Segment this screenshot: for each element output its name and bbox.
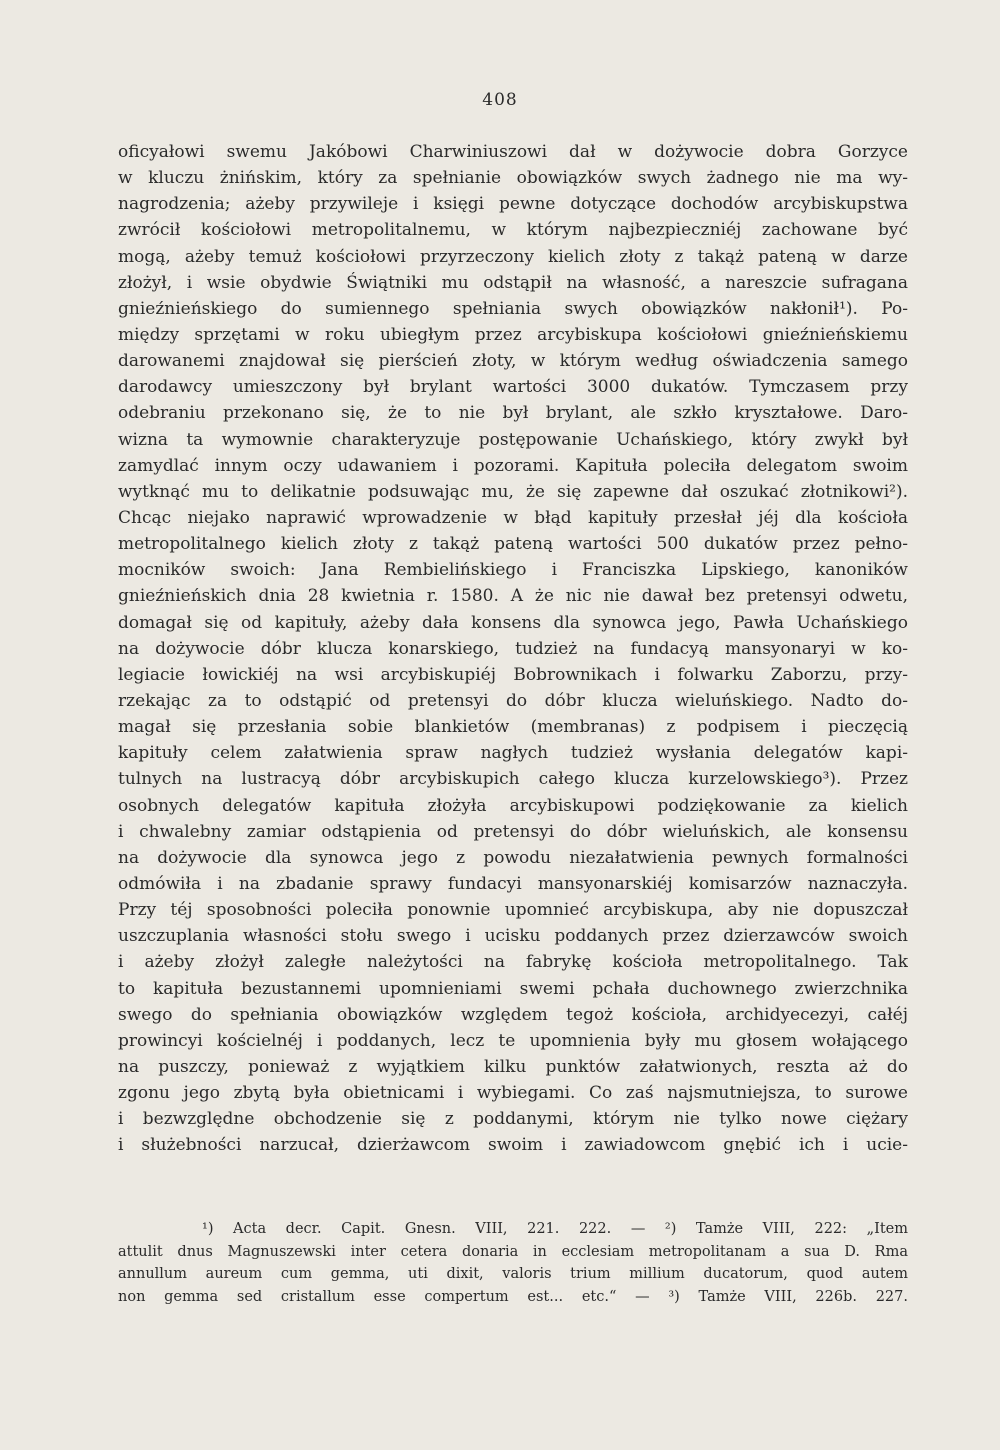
- text-line: gnieźnieńskiego do sumiennego spełniania swych obowiązków nakłonił¹). Po-: [118, 298, 908, 319]
- text-line: rzekając za to odstąpić od pretensyi do dóbr klucza wieluńskiego. Nadto do-: [118, 690, 908, 711]
- text-line: wizna ta wymownie charakteryzuje postępowanie Uchańskiego, który zwykł był: [118, 429, 908, 450]
- text-line: i służebności narzucał, dzierżawcom swoim i zawiadowcom gnębić ich i ucie-: [118, 1135, 908, 1156]
- text-line: magał się przesłania sobie blankietów (membranas) z podpisem i pieczęcią: [118, 717, 908, 738]
- text-line: nagrodzenia; ażeby przywileje i księgi pewne dotyczące dochodów arcybiskupstwa: [118, 194, 908, 215]
- footnote-line: non gemma sed cristallum esse compertum est... etc.“ — ³) Tamże VIII, 226b. 227.: [118, 1288, 908, 1305]
- footnotes: [118, 1218, 908, 1308]
- text-line: mogą, ażeby temuż kościołowi przyrzeczony kielich złoty z takąż pateną w darze: [118, 246, 908, 267]
- text-line: Przy téj sposobności poleciła ponownie upomnieć arcybiskupa, aby nie dopuszczał: [118, 900, 908, 921]
- text-line: to kapituła bezustannemi upomnieniami swemi pchała duchownego zwierzchnika: [118, 978, 908, 999]
- text-line: złożył, i wsie obydwie Świątniki mu odstąpił na własność, a nareszcie sufragana: [118, 272, 908, 293]
- footnote-line: annullum aureum cum gemma, uti dixit, valoris trium millium ducatorum, quod autem: [118, 1266, 908, 1282]
- text-line: osobnych delegatów kapituła złożyła arcybiskupowi podziękowanie za kielich: [118, 795, 908, 816]
- text-line: swego do spełniania obowiązków względem tegoż kościoła, archidyecezyi, całéj: [118, 1004, 908, 1025]
- footnote-line: attulit dnus Magnuszewski inter cetera donaria in ecclesiam metropolitanam a sua D. Rma: [118, 1243, 908, 1260]
- text-line: na dożywocie dóbr klucza konarskiego, tudzież na fundacyą mansyonaryi w ko-: [118, 638, 908, 659]
- text-line: darowanemi znajdował się pierścień złoty, w którym według oświadczenia samego: [118, 351, 908, 372]
- text-line: odebraniu przekonano się, że to nie był brylant, ale szkło kryształowe. Daro-: [118, 403, 908, 424]
- text-line: i ażeby złożył zaległe należytości na fabrykę kościoła metropolitalnego. Tak: [118, 952, 908, 973]
- text-line: uszczuplania własności stołu swego i ucisku poddanych przez dzierzawców swoich: [118, 926, 908, 947]
- text-line: kapituły celem załatwienia spraw nagłych tudzież wysłania delegatów kapi-: [118, 743, 908, 764]
- text-line: zwrócił kościołowi metropolitalnemu, w którym najbezpieczniéj zachowane być: [118, 220, 908, 241]
- text-line: prowincyi kościelnéj i poddanych, lecz te upomnienia były mu głosem wołającego: [118, 1030, 908, 1051]
- text-line: na puszczy, ponieważ z wyjątkiem kilku punktów załatwionych, reszta aż do: [118, 1056, 908, 1077]
- footnote-line: ¹) Acta decr. Capit. Gnesn. VIII, 221. 222. — ²) Tamże VIII, 222: „Item: [202, 1221, 908, 1237]
- text-line: między sprzętami w roku ubiegłym przez arcybiskupa kościołowi gnieźnieńskiemu: [118, 324, 908, 345]
- text-line: mocników swoich: Jana Rembielińskiego i Franciszka Lipskiego, kanoników: [118, 560, 908, 581]
- text-line: w kluczu żnińskim, który za spełnianie obowiązków swych żadnego nie ma wy-: [118, 168, 908, 189]
- text-line: darodawcy umieszczony był brylant wartości 3000 dukatów. Tymczasem przy: [118, 377, 908, 398]
- text-line: oficyałowi swemu Jakóbowi Charwiniuszowi dał w dożywocie dobra Gorzyce: [118, 142, 908, 162]
- body-text: [118, 139, 908, 1158]
- text-line: metropolitalnego kielich złoty z takąż pateną wartości 500 dukatów przez pełno-: [118, 534, 908, 555]
- text-line: odmówiła i na zbadanie sprawy fundacyi mansyonarskiéj komisarzów naznaczyła.: [118, 873, 908, 894]
- text-line: tulnych na lustracyą dóbr arcybiskupich całego klucza kurzelowskiego³). Przez: [118, 769, 908, 790]
- text-line: zgonu jego zbytą była obietnicami i wybiegami. Co zaś najsmutniejsza, to surowe: [118, 1083, 908, 1104]
- text-line: zamydlać innym oczy udawaniem i pozorami. Kapituła poleciła delegatom swoim: [118, 455, 908, 476]
- text-line: legiacie łowickiéj na wsi arcybiskupiéj Bobrownikach i folwarku Zaborzu, przy-: [118, 664, 908, 685]
- page-number: 408: [482, 90, 518, 110]
- text-line: gnieźnieńskich dnia 28 kwietnia r. 1580. A że nic nie dawał bez pretensyi odwetu,: [118, 586, 908, 607]
- text-line: Chcąc niejako naprawić wprowadzenie w błąd kapituły przesłał jéj dla kościoła: [118, 507, 908, 528]
- text-line: i bezwzględne obchodzenie się z poddanymi, którym nie tylko nowe ciężary: [118, 1109, 908, 1130]
- text-line: wytknąć mu to delikatnie podsuwając mu, że się zapewne dał oszukać złotnikowi²).: [118, 481, 908, 502]
- text-line: na dożywocie dla synowca jego z powodu niezałatwienia pewnych formalności: [118, 847, 908, 868]
- text-line: i chwalebny zamiar odstąpienia od pretensyi do dóbr wieluńskich, ale konsensu: [118, 821, 908, 842]
- text-line: domagał się od kapituły, ażeby dała konsens dla synowca jego, Pawła Uchańskiego: [118, 612, 908, 633]
